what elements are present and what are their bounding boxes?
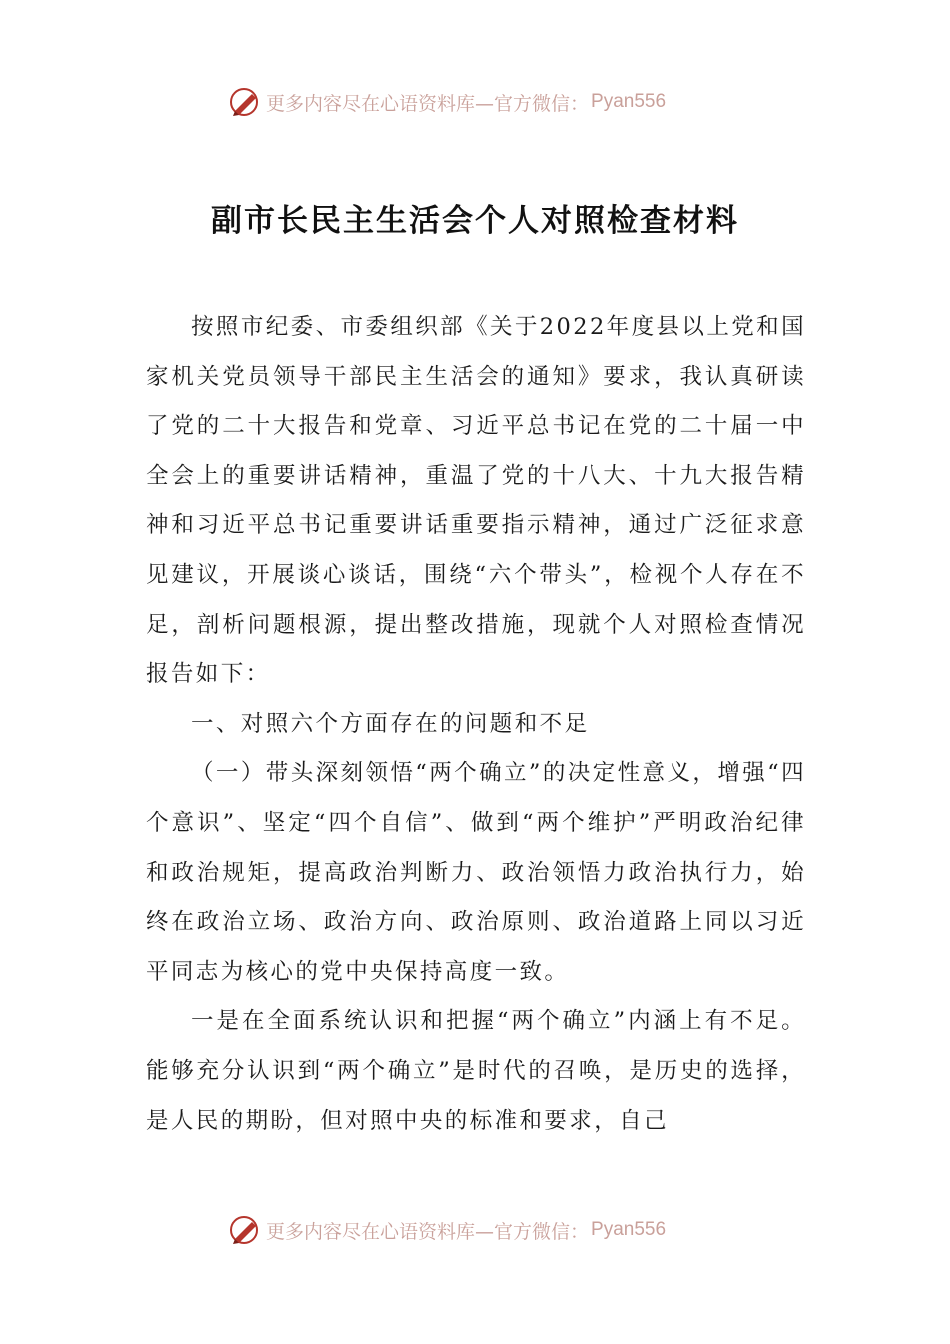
document-body — [146, 303, 806, 1146]
paragraph-point-1: 一是在全面系统认识和把握“两个确立”内涵上有不足。能够充分认识到“两个确立”是时代的召唤，是历史的选择，是人民的期盼，但对照中央的标准和要求，自己 — [146, 1008, 806, 1134]
banner-text: 更多内容尽在心语资料库—官方微信： — [266, 1220, 590, 1243]
watermark-banner-top — [228, 82, 666, 122]
section-heading: 一、对照六个方面存在的问题和不足 — [191, 710, 590, 737]
page-title: 副市长民主生活会个人对照检查材料 — [211, 202, 739, 239]
pen-logo-icon — [228, 1213, 262, 1247]
pen-logo-icon — [228, 85, 262, 119]
banner-text: 更多内容尽在心语资料库—官方微信： — [266, 92, 590, 115]
banner-handle: Pyan556 — [591, 91, 667, 112]
paragraph-intro: 按照市纪委、市委组织部《关于2022年度县以上党和国家机关党员领导干部民主生活会的通知》要求，我认真研读了党的二十大报告和党章、习近平总书记在党的二十届一中全会上的重要讲话精神，重温了党的十八大、十九大报告精神和习近平总书记重要讲话重要指示精神，通过广泛征求意见建议，开展谈心谈话，围绕“六个带头”，检视个人存在不足，剖析问题根源，提出整改措施，现就个人对照检查情况报告如下： — [146, 314, 806, 688]
watermark-banner-bottom — [228, 1210, 666, 1250]
banner-handle: Pyan556 — [591, 1219, 667, 1240]
paragraph-subsection-1: （一）带头深刻领悟“两个确立”的决定性意义，增强“四个意识”、坚定“四个自信”、做到“两个维护”严明政治纪律和政治规矩，提高政治判断力、政治领悟力政治执行力，始终在政治立场、政治方向、政治原则、政治道路上同以习近平同志为核心的党中央保持高度一致。 — [146, 760, 806, 985]
